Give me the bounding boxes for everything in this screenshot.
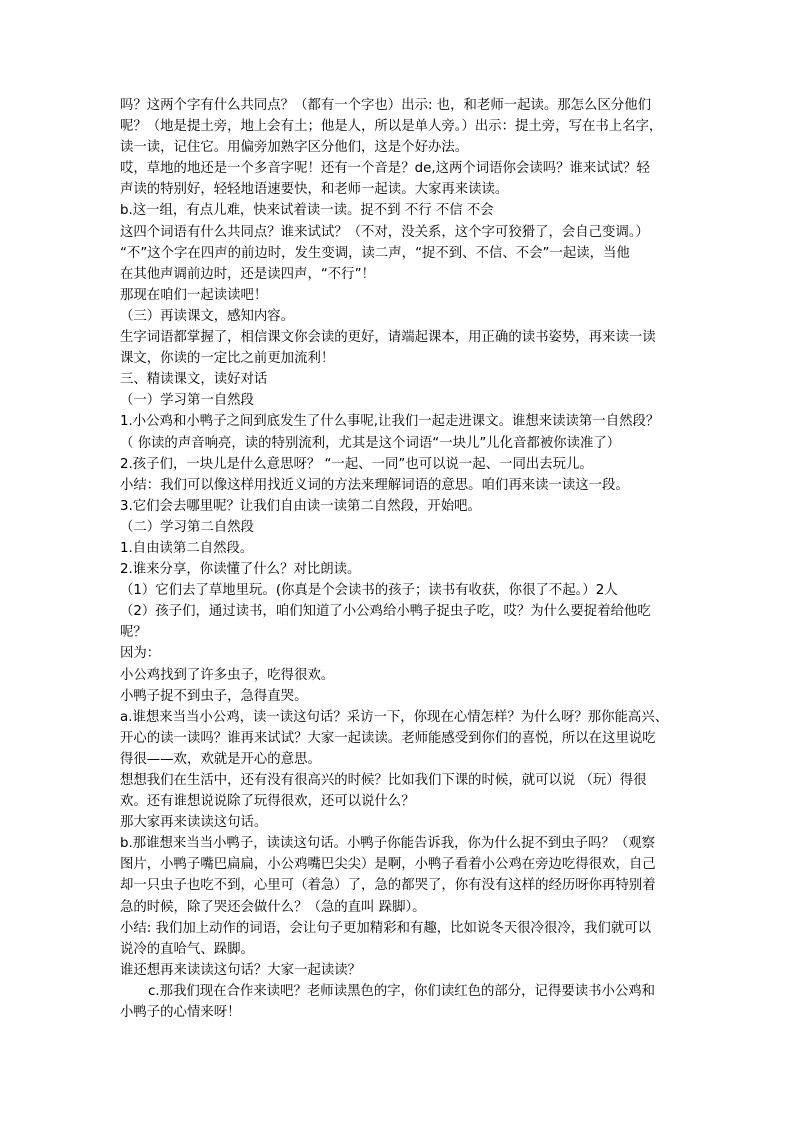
text-line: 读一读，记住它。用偏旁加熟字区分他们，这是个好办法。 xyxy=(120,140,469,156)
text-line: 谁还想再来读读这句话？大家一起读读？ xyxy=(120,962,362,978)
text-line: 说冷的直哈气、跺脚。 xyxy=(120,941,254,957)
text-line: 呢？ xyxy=(120,625,147,641)
text-line: 小鸭子的心情来呀！ xyxy=(120,1005,241,1021)
text-line: 小结: 我们加上动作的词语，会让句子更加精彩和有趣，比如说冬天很冷很冷，我们就可以 xyxy=(120,920,651,936)
text-line: 在其他声调前边时，还是读四声，“不行”！ xyxy=(120,266,375,282)
text-line: 2.孩子们，一块儿是什么意思呀？ “一起、一同”也可以说一起、一同出去玩儿。 xyxy=(120,456,593,472)
text-line: （1）它们去了草地里玩。(你真是个会读书的孩子；读书有收获，你很了不起。）2人 xyxy=(120,583,618,599)
text-line: 小鸭子捉不到虫子，急得直哭。 xyxy=(120,688,308,704)
text-line: 急的时候，除了哭还会做什么？（急的直叫 跺脚）。 xyxy=(120,899,426,915)
text-line: 1.小公鸡和小鸭子之间到底发生了什么事呢,让我们一起走进课文。谁想来读读第一自然段？ xyxy=(120,414,660,430)
text-line: 生字词语都掌握了，相信课文你会读的更好，请端起课本，用正确的读书姿势，再来读一读 xyxy=(120,330,656,346)
section-heading: （二）学习第二自然段 xyxy=(120,519,254,535)
text-line: 这四个词语有什么共同点？谁来试试？（不对，没关系，这个字可狡猾了，会自己变调。） xyxy=(120,224,649,240)
section-heading: （三）再读课文，感知内容。 xyxy=(120,308,295,324)
text-line: “不”这个字在四声的前边时，发生变调，读二声，“捉不到、不信、不会”一起读，当他 xyxy=(120,245,630,261)
text-line: 图片，小鸭子嘴巴扁扁，小公鸡嘴巴尖尖）是啊，小鸭子看着小公鸡在旁边吃得很欢，自己 xyxy=(120,857,656,873)
text-line: 却一只虫子也吃不到，心里可（着急）了，急的都哭了，你有没有这样的经历呀你再特别着 xyxy=(120,878,656,894)
text-line: 想想我们在生活中，还有没有很高兴的时候？比如我们下课的时候，就可以说 （玩）得很 xyxy=(120,773,647,788)
text-line: 2.谁来分享，你读懂了什么？对比朗读。 xyxy=(120,562,361,578)
text-line: 声读的特别好，轻轻地语速要快，和老师一起读。大家再来读读。 xyxy=(120,182,509,198)
text-line: （ 你读的声音响亮，读的特别流利，尤其是这个词语“一块儿”儿化音都被你读准了） xyxy=(120,435,621,451)
text-line: 吗？这两个字有什么共同点？（都有一个字也）出示: 也，和老师一起读。那怎么区分他们 xyxy=(120,98,651,113)
text-line: 课文，你读的一定比之前更加流利！ xyxy=(120,351,335,367)
text-line: 哎，草地的地还是一个多音字呢！还有一个音是？de,这两个词语你会读吗？谁来试试？轻 xyxy=(120,161,650,177)
text-line: b.这一组，有点儿难，快来试着读一读。捉不到 不行 不信 不会 xyxy=(120,203,494,219)
text-line: （2）孩子们，通过读书，咱们知道了小公鸡给小鸭子捉虫子吃，哎？为什么要捉着给他吃 xyxy=(120,604,651,620)
text-line: 欢。还有谁想说说除了玩得很欢，还可以说什么？ xyxy=(120,794,415,810)
text-line: 那现在咱们一起读读吧！ xyxy=(120,287,268,303)
section-heading: （一）学习第一自然段 xyxy=(120,393,254,409)
text-line: 1.自由读第二自然段。 xyxy=(120,540,254,556)
text-line: b.那谁想来当当小鸭子，读读这句话。小鸭子你能告诉我，你为什么捉不到虫子吗？（观察 xyxy=(120,836,655,852)
text-line: 因为： xyxy=(120,646,161,662)
text-line: c.那我们现在合作来读吧？老师读黑色的字，你们读红色的部分，记得要读书小公鸡和 xyxy=(148,983,656,999)
text-line: 那大家再来读读这句话。 xyxy=(120,815,268,831)
text-line: 得很——欢，欢就是开心的意思。 xyxy=(120,751,321,767)
document-page xyxy=(120,95,690,1023)
text-line: a.谁想来当当小公鸡，读一读这句话？采访一下，你现在心情怎样？为什么呀？那你能高兴、 xyxy=(120,709,669,725)
text-line: 3.它们会去哪里呢？让我们自由读一读第二自然段，开始吧。 xyxy=(120,498,481,514)
text-line: 小公鸡找到了许多虫子，吃得很欢。 xyxy=(120,667,335,683)
text-line: 小结：我们可以像这样用找近义词的方法来理解词语的意思。咱们再来读一读这一段。 xyxy=(120,477,629,493)
section-heading: 三、精读课文，读好对话 xyxy=(120,372,268,388)
text-line: 开心的读一读吗？谁再来试试？大家一起读读。老师能感受到你们的喜悦，所以在这里说吃 xyxy=(120,730,656,746)
text-line: 呢？（地是提土旁，地上会有土；他是人，所以是单人旁。）出示：提土旁，写在书上名字， xyxy=(120,119,663,135)
